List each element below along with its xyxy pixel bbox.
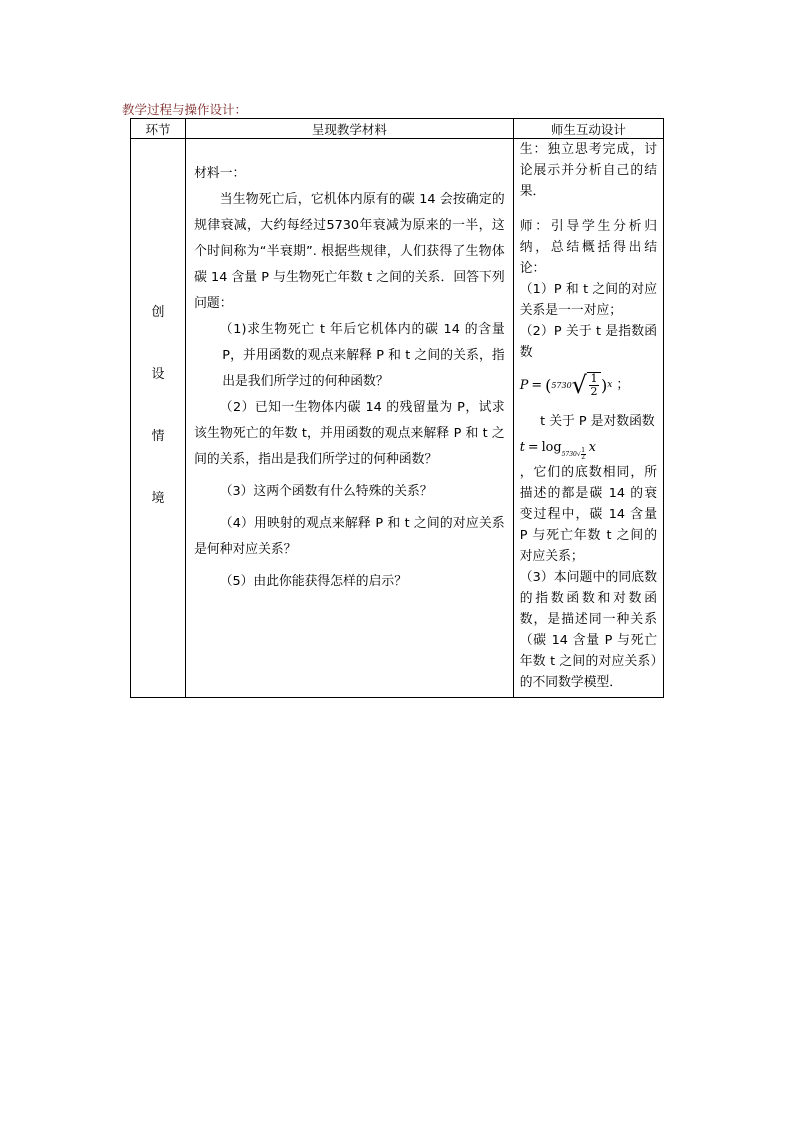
stage-cell <box>131 139 186 698</box>
conclusion-2b-suffix: ，它们的底数相同，所描述的都是碳 14 的衰变过程中，碳 14 含量 P 与死亡年数 t 之间的对应关系； <box>519 465 657 564</box>
conclusion-1: （1）P 和 t 之间的对应关系是一一对应； <box>519 282 657 318</box>
materials-title: 材料一： <box>194 166 246 181</box>
materials-intro: 当生物死亡后，它机体内原有的碳 14 会按确定的规律衰减，大约每经过5730年衰减为原来的一半，这个时间称为“半衰期”. 根据些规律，人们获得了生物体碳 14 含量 P 与生物死亡年数 t 之间的关系．回答下列问题： <box>194 192 505 311</box>
log-arg: x <box>588 439 596 455</box>
stage-char: 创 <box>151 305 165 320</box>
conclusion-2-suffix: ； <box>616 377 630 393</box>
log-symbol: log <box>541 439 562 455</box>
table-row <box>131 139 664 698</box>
table-header-row <box>131 119 664 139</box>
log-base: 5730 √ $\frac{1}{2}$ <box>561 446 586 461</box>
question-3: （3）这两个函数有什么特殊的关系？ <box>219 484 433 499</box>
log-formula <box>520 432 596 462</box>
conclusion-3: （3）本问题中的同底数的指数函数和对数函数，是描述同一种关系（碳 14 含量 P 与死亡年数 t 之间的对应关系）的不同数学模型． <box>519 570 657 690</box>
exp-formula-line <box>520 363 657 407</box>
radical-sign: √ $\frac{1}{2}$ <box>572 372 601 398</box>
exponent: x <box>607 379 613 390</box>
teacher-activity: 师：引导学生分析归纳，总结概括得出结论： <box>519 219 657 276</box>
page-heading: 教学过程与操作设计： <box>122 102 248 117</box>
materials-cell <box>186 139 514 698</box>
stage-char: 境 <box>151 491 165 506</box>
question-1: （1)求生物死亡 t 年后它机体内的碳 14 的含量 P，并用函数的观点来解释 P 和 t 之间的关系，指出是我们所学过的何种函数？ <box>219 322 505 389</box>
lesson-table <box>130 118 664 698</box>
stage-char: 情 <box>151 429 165 444</box>
log-formula-line <box>520 432 657 462</box>
question-5: （5）由此你能获得怎样的启示？ <box>219 574 407 589</box>
header-interaction: 师生互动设计 <box>513 119 663 139</box>
exp-formula: P = ( 5730 √ $\frac{1}{2}$ ) x <box>519 371 613 399</box>
formula-lhs: P <box>519 377 529 393</box>
fraction-num: 1 <box>590 372 598 385</box>
fraction <box>589 373 599 398</box>
header-materials: 呈现教学材料 <box>186 119 514 139</box>
student-activity: 生：独立思考完成，讨论展示并分析自己的结果． <box>519 142 657 199</box>
stage-char: 设 <box>151 367 165 382</box>
formula-eq: = <box>531 377 543 393</box>
conclusion-2: （2）P 关于 t 是指数函数 <box>519 324 657 360</box>
fraction-den: 2 <box>590 385 598 398</box>
interaction-cell <box>513 139 663 698</box>
formula-eq: = <box>527 439 539 455</box>
header-stage: 环节 <box>131 119 186 139</box>
formula-lhs: t <box>519 439 525 455</box>
question-4: （4）用映射的观点来解释 P 和 t 之间的对应关系是何种对应关系？ <box>194 516 505 557</box>
question-2: （2）已知一生物体内碳 14 的残留量为 P，试求该生物死亡的年数 t，并用函数的观点来解释 P 和 t 之间的关系，指出是我们所学过的何种函数？ <box>194 400 505 467</box>
root-index: 5730 <box>551 380 572 390</box>
conclusion-2b: t 关于 P 是对数函数 <box>540 414 655 429</box>
